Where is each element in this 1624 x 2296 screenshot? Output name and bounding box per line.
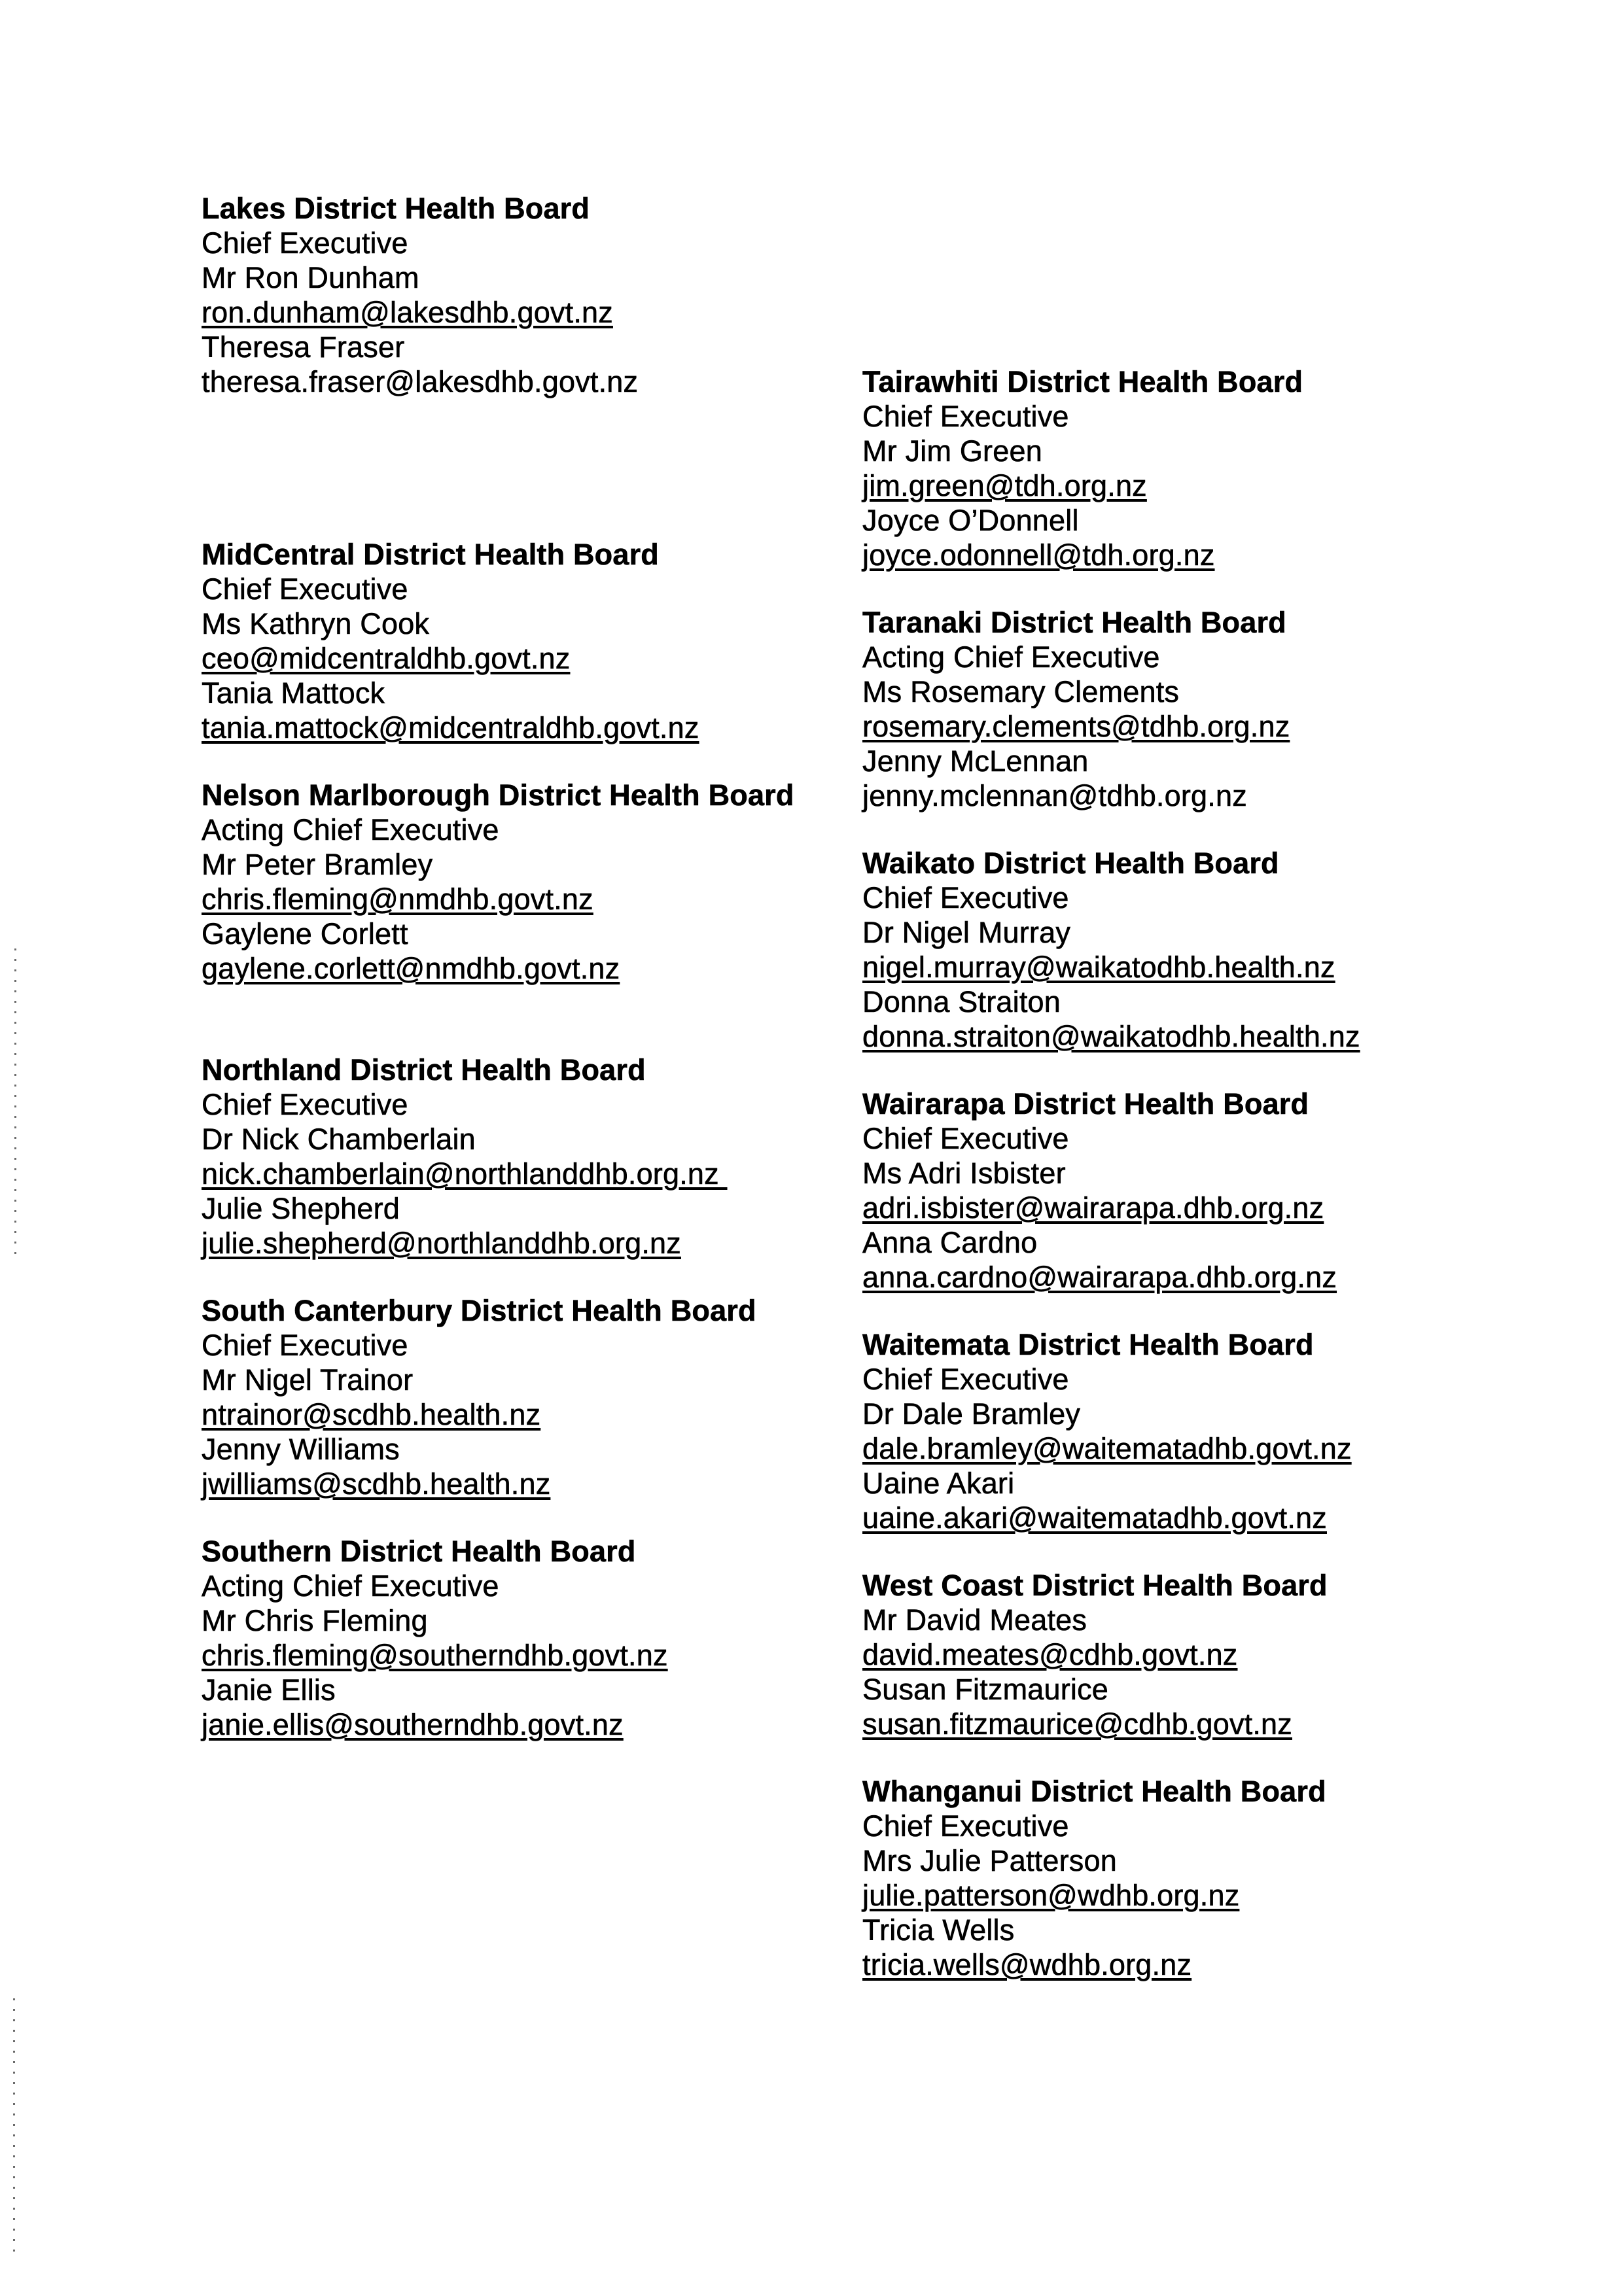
dhb-section (862, 1568, 1523, 1741)
email-address: chris.fleming@southerndhb.govt.nz (202, 1639, 668, 1672)
person-name: Ms Rosemary Clements (862, 675, 1180, 708)
dhb-board-name: Waikato District Health Board (862, 846, 1279, 880)
email-address: donna.straiton@waikatodhb.health.nz (862, 1020, 1360, 1053)
email-address: tania.mattock@midcentraldhb.govt.nz (202, 711, 699, 744)
email-address: dale.bramley@waitematadhb.govt.nz (862, 1432, 1352, 1465)
role-line: Acting Chief Executive (862, 640, 1160, 674)
right-column (862, 364, 1523, 2015)
dhb-board-name: Whanganui District Health Board (862, 1775, 1326, 1808)
person-name: Tania Mattock (202, 676, 385, 710)
person-name: Julie Shepherd (202, 1192, 400, 1225)
dhb-section (862, 1327, 1523, 1535)
dhb-section (202, 1293, 862, 1501)
dhb-board-name: Waitemata District Health Board (862, 1328, 1314, 1361)
email-address: joyce.odonnell@tdh.org.nz (862, 538, 1215, 572)
dhb-board-name: South Canterbury District Health Board (202, 1294, 756, 1327)
role-line: Chief Executive (862, 1122, 1069, 1155)
person-name: Dr Nick Chamberlain (202, 1122, 476, 1156)
dhb-board-name: Lakes District Health Board (202, 192, 590, 225)
person-name: Mr Jim Green (862, 434, 1042, 468)
email-address: susan.fitzmaurice@cdhb.govt.nz (862, 1707, 1292, 1741)
role-line: Chief Executive (202, 226, 408, 260)
role-line: Chief Executive (202, 1329, 408, 1362)
email-address: uaine.akari@waitematadhb.govt.nz (862, 1501, 1327, 1535)
role-line: Chief Executive (862, 1363, 1069, 1396)
email-address: jwilliams@scdhb.health.nz (202, 1467, 551, 1501)
email-address: david.meates@cdhb.govt.nz (862, 1638, 1238, 1671)
dhb-section (202, 537, 862, 745)
person-name: Mr Chris Fleming (202, 1604, 428, 1637)
email-address: julie.shepherd@northlanddhb.org.nz (202, 1226, 681, 1260)
email-address: nick.chamberlain@northlanddhb.org.nz (202, 1157, 728, 1191)
role-line: Chief Executive (202, 1088, 408, 1121)
person-name: Anna Cardno (862, 1226, 1038, 1259)
person-name: Joyce O’Donnell (862, 504, 1079, 537)
email-address: gaylene.corlett@nmdhb.govt.nz (202, 952, 620, 985)
person-name: Janie Ellis (202, 1673, 336, 1707)
person-name: Dr Dale Bramley (862, 1397, 1081, 1431)
email-address: rosemary.clements@tdhb.org.nz (862, 710, 1290, 743)
role-line: Chief Executive (862, 400, 1069, 433)
email-address: janie.ellis@southerndhb.govt.nz (202, 1708, 624, 1741)
dhb-board-name: Southern District Health Board (202, 1535, 636, 1568)
person-name: Mr Peter Bramley (202, 848, 433, 881)
email-address: adri.isbister@wairarapa.dhb.org.nz (862, 1191, 1324, 1225)
email-address: ron.dunham@lakesdhb.govt.nz (202, 296, 613, 329)
email-address: ceo@midcentraldhb.govt.nz (202, 642, 571, 675)
person-name: Gaylene Corlett (202, 917, 408, 950)
email-address: jenny.mclennan@tdhb.org.nz (862, 779, 1247, 812)
dhb-section (862, 846, 1523, 1054)
dhb-board-name: West Coast District Health Board (862, 1569, 1328, 1602)
dhb-section (202, 1534, 862, 1742)
person-name: Mr Ron Dunham (202, 261, 419, 294)
dhb-board-name: Northland District Health Board (202, 1053, 646, 1087)
role-line: Acting Chief Executive (202, 813, 499, 846)
person-name: Uaine Akari (862, 1467, 1015, 1500)
email-address: julie.patterson@wdhb.org.nz (862, 1879, 1240, 1912)
email-address: tricia.wells@wdhb.org.nz (862, 1948, 1192, 1981)
role-line: Chief Executive (862, 881, 1069, 914)
person-name: Mr Nigel Trainor (202, 1363, 414, 1397)
person-name: Donna Straiton (862, 985, 1061, 1018)
person-name: Ms Kathryn Cook (202, 607, 430, 640)
person-name: Dr Nigel Murray (862, 916, 1071, 949)
role-line: Acting Chief Executive (202, 1569, 499, 1603)
dhb-board-name: Nelson Marlborough District Health Board (202, 778, 794, 812)
email-address: jim.green@tdh.org.nz (862, 469, 1147, 502)
dhb-section (202, 191, 862, 399)
dhb-board-name: Taranaki District Health Board (862, 606, 1286, 639)
dhb-board-name: Tairawhiti District Health Board (862, 365, 1303, 398)
dhb-section (862, 605, 1523, 813)
person-name: Ms Adri Isbister (862, 1157, 1066, 1190)
person-name: Susan Fitzmaurice (862, 1673, 1109, 1706)
person-name: Jenny McLennan (862, 744, 1089, 778)
dhb-section (862, 364, 1523, 572)
person-name: Theresa Fraser (202, 330, 405, 364)
dhb-section (202, 1052, 862, 1261)
left-column (202, 191, 862, 1775)
email-address: theresa.fraser@lakesdhb.govt.nz (202, 365, 639, 398)
dhb-section (202, 778, 862, 986)
email-address: nigel.murray@waikatodhb.health.nz (862, 950, 1335, 984)
role-line: Chief Executive (202, 572, 408, 606)
email-address: chris.fleming@nmdhb.govt.nz (202, 882, 593, 916)
role-line: Chief Executive (862, 1809, 1069, 1843)
dhb-board-name: Wairarapa District Health Board (862, 1087, 1309, 1121)
person-name: Tricia Wells (862, 1913, 1015, 1947)
email-address: anna.cardno@wairarapa.dhb.org.nz (862, 1261, 1337, 1294)
dhb-board-name: MidCentral District Health Board (202, 538, 659, 571)
person-name: Jenny Williams (202, 1433, 400, 1466)
scan-noise-specks (13, 1998, 15, 2253)
person-name: Mrs Julie Patterson (862, 1844, 1117, 1877)
person-name: Mr David Meates (862, 1603, 1087, 1637)
email-address: ntrainor@scdhb.health.nz (202, 1398, 541, 1431)
dhb-section (862, 1087, 1523, 1295)
scan-noise-specks (14, 948, 16, 1256)
dhb-section (862, 1774, 1523, 1982)
